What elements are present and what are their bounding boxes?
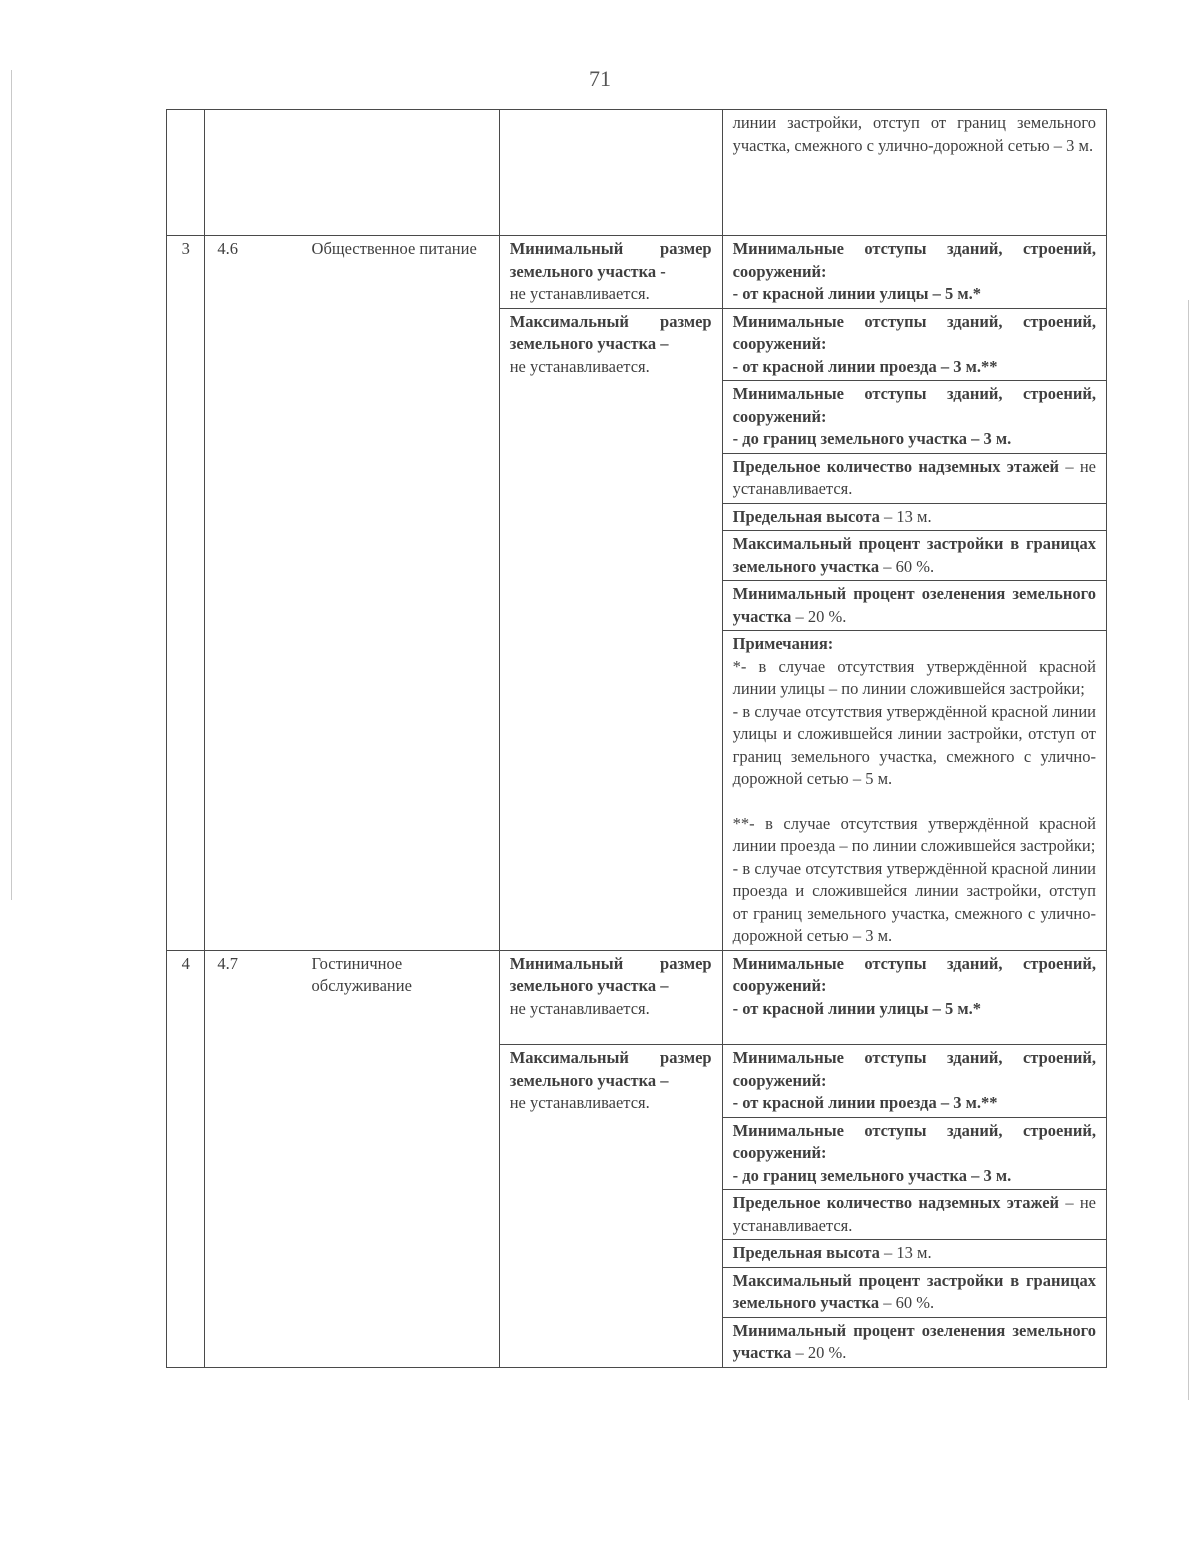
min-size-cell — [499, 950, 722, 1045]
param-title: Предельное количество надземных этажей — [732, 456, 1060, 476]
scan-edge-right — [1188, 300, 1189, 1400]
param-cell — [722, 1267, 1106, 1317]
param-value: – 60 %. — [879, 556, 935, 576]
max-size-value: не устанавливается. — [509, 1093, 650, 1112]
note-text: **- в случае отсутствия утверждённой красной линии проезда – по линии сложившейся застройки; — [732, 813, 1096, 855]
note-text: - в случае отсутствия утверждённой красной линии проезда и сложившейся линии застройки, отступ от границ земельного участка, смежного с улично-дорожной сетью – 3 м. — [732, 858, 1096, 945]
param-cell — [722, 1045, 1106, 1118]
max-size-cell — [499, 308, 722, 950]
param-title: Минимальные отступы зданий, строений, сооружений: — [732, 384, 1096, 426]
min-size-value: не устанавливается. — [509, 284, 650, 303]
param-title: Максимальный процент застройки в границах земельного участка — [732, 534, 1096, 576]
note-gap — [733, 791, 1096, 813]
param-value: – 20 %. — [791, 606, 847, 626]
min-size-cell — [499, 236, 722, 309]
activity-code: 4.7 — [205, 950, 302, 1367]
row-number: 4 — [167, 950, 205, 1367]
min-size-value: не устанавливается. — [509, 998, 650, 1018]
zoning-table — [166, 109, 1107, 1368]
param-value: – не устанавливается. — [732, 456, 1096, 498]
page-number: 71 — [589, 66, 611, 91]
param-cell — [722, 308, 1106, 381]
param-cell — [722, 503, 1106, 531]
max-size-value: не устанавливается. — [509, 356, 650, 376]
param-title: Минимальный процент озеленения земельного участка — [732, 584, 1096, 626]
param-cell — [722, 1317, 1106, 1367]
max-size-title: Максимальный размер земельного участка – — [509, 1048, 712, 1090]
row-number: 3 — [167, 236, 205, 951]
param-cell — [722, 236, 1106, 309]
param-cell — [722, 381, 1106, 454]
param-cell — [722, 1117, 1106, 1190]
param-cell — [722, 950, 1106, 1045]
cell-empty — [205, 110, 302, 236]
table-row — [167, 950, 1107, 1045]
activity-code: 4.6 — [205, 236, 302, 951]
param-title: Минимальные отступы зданий, строений, сооружений: — [732, 1048, 1096, 1090]
note-text: - в случае отсутствия утверждённой красной линии улицы и сложившейся линии застройки, отступ от границ земельного участка, смежного с улично-дорожной сетью – 5 м. — [732, 701, 1096, 788]
note-text: *- в случае отсутствия утверждённой красной линии улицы – по линии сложившейся застройки; — [732, 656, 1096, 698]
param-value: - от красной линии улицы – 5 м.* — [732, 998, 982, 1018]
param-title: Минимальный процент озеленения земельного участка — [732, 1320, 1096, 1362]
activity-name: Общественное питание — [302, 236, 500, 951]
param-value: - до границ земельного участка – 3 м. — [732, 429, 1012, 448]
cell-empty — [499, 110, 722, 236]
param-title: Предельная высота — [732, 1243, 880, 1262]
param-cell — [722, 1240, 1106, 1268]
param-value: - до границ земельного участка – 3 м. — [732, 1165, 1012, 1185]
param-value: - от красной линии улицы – 5 м.* — [732, 284, 982, 303]
scan-edge-left — [11, 70, 12, 900]
max-size-title: Максимальный размер земельного участка – — [509, 311, 712, 353]
table-row — [167, 236, 1107, 309]
param-cell — [722, 581, 1106, 631]
param-cell — [722, 531, 1106, 581]
param-title: Предельная высота — [732, 506, 880, 526]
cell-empty — [167, 110, 205, 236]
param-title: Минимальные отступы зданий, строений, сооружений: — [732, 311, 1096, 353]
param-cell — [722, 453, 1106, 503]
min-size-title: Минимальный размер земельного участка - — [509, 239, 712, 281]
param-value: - от красной линии проезда – 3 м.** — [732, 1093, 998, 1112]
param-title: Максимальный процент застройки в границах земельного участка — [732, 1270, 1096, 1312]
param-title: Минимальные отступы зданий, строений, сооружений: — [732, 953, 1096, 995]
param-cell — [722, 1190, 1106, 1240]
notes-title: Примечания: — [732, 634, 834, 653]
param-value: – 13 м. — [879, 1243, 932, 1262]
cell-empty — [302, 110, 500, 236]
param-title: Минимальные отступы зданий, строений, сооружений: — [732, 1120, 1096, 1162]
param-value: – 60 %. — [879, 1293, 935, 1312]
table-row-continuation — [167, 110, 1107, 236]
param-value: – 20 %. — [791, 1343, 847, 1362]
notes-cell — [722, 631, 1106, 951]
max-size-cell — [499, 1045, 722, 1368]
param-value: - от красной линии проезда – 3 м.** — [732, 356, 998, 376]
min-size-title: Минимальный размер земельного участка – — [509, 953, 712, 995]
param-value: – не устанавливается. — [732, 1193, 1096, 1235]
param-value: – 13 м. — [879, 506, 932, 526]
activity-name: Гостиничное обслуживание — [302, 950, 500, 1367]
continuation-text: линии застройки, отступ от границ земельного участка, смежного с улично-дорожной сетью – 3 м. — [722, 110, 1106, 236]
param-title: Минимальные отступы зданий, строений, сооружений: — [732, 239, 1096, 281]
param-title: Предельное количество надземных этажей — [732, 1193, 1060, 1212]
